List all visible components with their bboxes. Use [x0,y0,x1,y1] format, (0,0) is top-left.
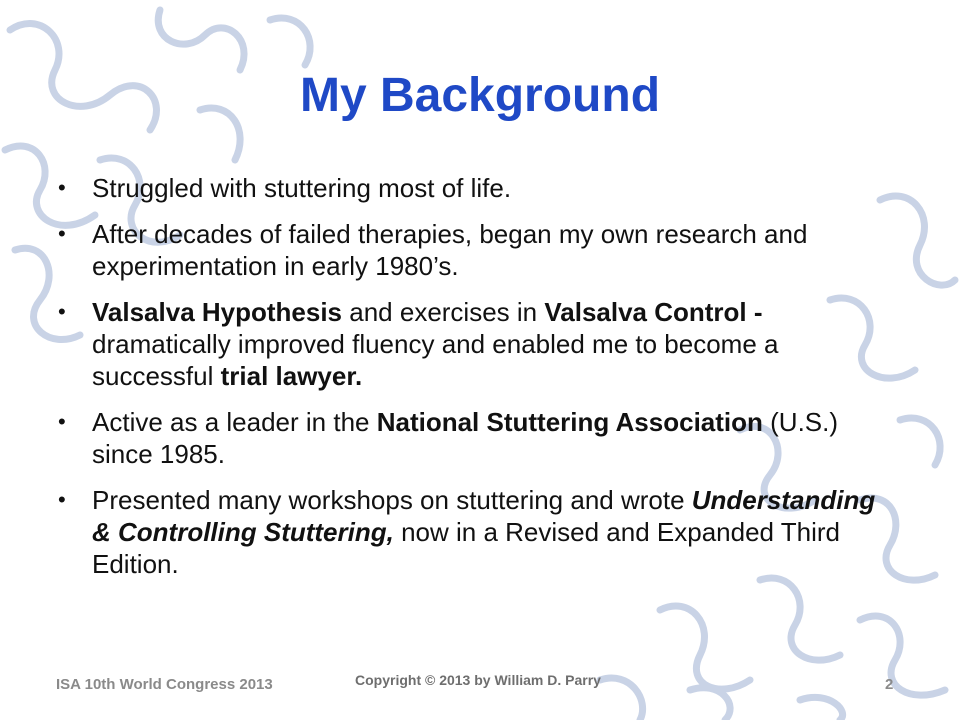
bullet-item [56,296,876,392]
slide-title: My Background [299,69,661,122]
bullet-text: Active as a leader in the [92,407,377,437]
bullet-dot-icon: • [58,487,66,512]
bullet-text: Understanding & Controlling Stuttering, [92,485,876,547]
bullet-item [56,172,876,204]
bullet-text: now in a Revised and Expanded Third Edition. [92,517,840,579]
footer-copyright: Copyright © 2013 by William D. Parry [355,672,601,688]
bullet-item [56,218,876,282]
bullet-text: Valsalva Hypothesis [92,297,343,327]
bullet-dot-icon: • [58,409,66,434]
bullet-dot-icon: • [58,299,66,324]
bullet-text: National Stuttering Association [376,407,763,437]
bullet-text: trial lawyer. [220,361,363,391]
bullet-dot-icon: • [58,175,66,200]
bullet-text: After decades of failed therapies, began my own research and experimentation in early 1980’s. [92,219,808,281]
bullet-text: (U.S.) since 1985. [92,407,839,469]
bullet-text: dramatically improved fluency and enabled me to become a successful [92,329,779,391]
bullet-item [56,484,876,580]
bullet-text: Presented many workshops on stuttering and wrote [92,485,692,515]
footer-event: ISA 10th World Congress 2013 [56,676,273,693]
bullet-text: Valsalva Control - [544,297,763,327]
slide-number: 2 [885,676,894,693]
bullet-dot-icon: • [58,221,66,246]
bullet-item [56,406,876,470]
bullet-list [56,172,876,594]
bullet-text: and exercises in [342,297,545,327]
bullet-text: Struggled with stuttering most of life. [92,173,512,203]
